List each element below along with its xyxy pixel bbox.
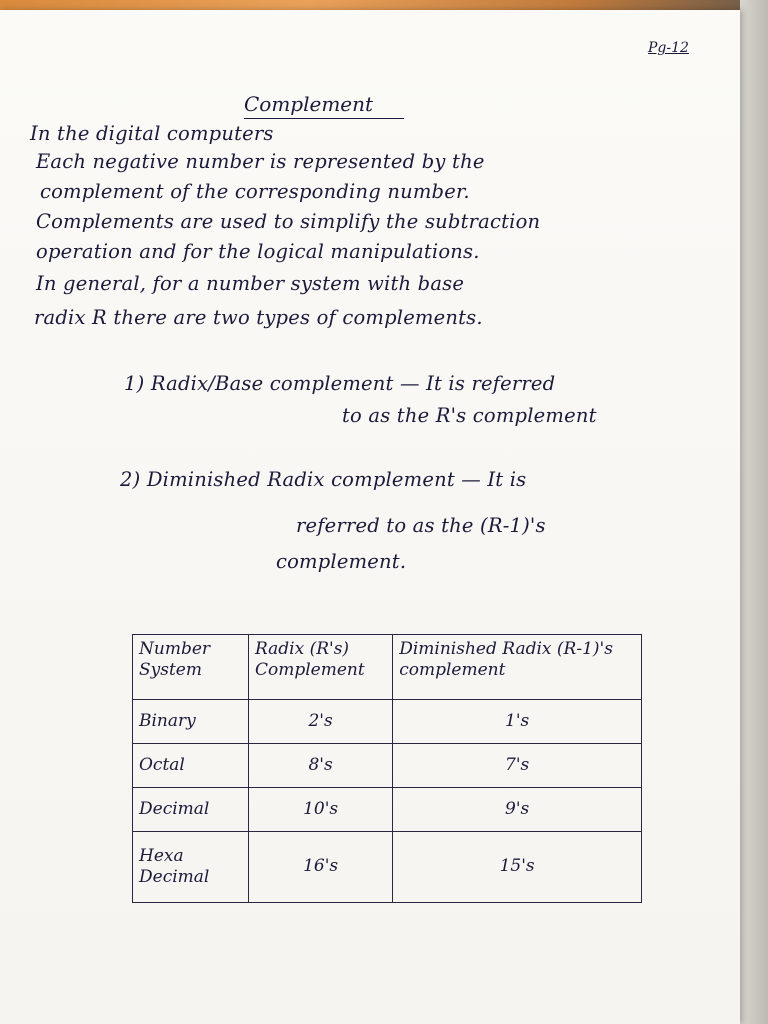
table-cell: 8's bbox=[248, 744, 392, 788]
table-row bbox=[133, 744, 642, 788]
table-cell: Hexa Decimal bbox=[133, 832, 249, 903]
table-cell: 15's bbox=[393, 832, 642, 903]
list-item-radix: 1) Radix/Base complement — It is referred bbox=[124, 372, 556, 395]
table-cell: 10's bbox=[248, 788, 392, 832]
table-row bbox=[133, 832, 642, 903]
table-cell: 2's bbox=[248, 700, 392, 744]
list-item-diminished-radix: 2) Diminished Radix complement — It is bbox=[120, 468, 527, 491]
text-line: In the digital computers bbox=[30, 122, 274, 145]
page-title: Complement bbox=[244, 92, 374, 116]
table-header-row bbox=[133, 635, 642, 700]
column-header: Radix (R's) Complement bbox=[248, 635, 392, 700]
table-cell: 7's bbox=[393, 744, 642, 788]
text-line: In general, for a number system with base bbox=[36, 272, 465, 295]
text-line: complement of the corresponding number. bbox=[40, 180, 470, 203]
text-line: radix R there are two types of complements. bbox=[34, 306, 483, 329]
text-line: Each negative number is represented by the bbox=[36, 150, 485, 173]
text-line: Complements are used to simplify the subtraction bbox=[36, 210, 541, 233]
text-line: operation and for the logical manipulations. bbox=[36, 240, 480, 263]
table-cell: 9's bbox=[393, 788, 642, 832]
table-row bbox=[133, 700, 642, 744]
list-item-diminished-continued: referred to as the (R-1)'s bbox=[296, 514, 546, 537]
table-cell: 16's bbox=[248, 832, 392, 903]
complement-table bbox=[132, 634, 642, 903]
table-cell: Decimal bbox=[133, 788, 249, 832]
notebook-edge bbox=[740, 0, 768, 1024]
table-cell: Octal bbox=[133, 744, 249, 788]
notebook-page bbox=[0, 10, 740, 1024]
page-number: Pg-12 bbox=[648, 40, 689, 56]
title-underline bbox=[244, 118, 404, 119]
table-cell: 1's bbox=[393, 700, 642, 744]
table-cell: Binary bbox=[133, 700, 249, 744]
list-item-radix-continued: to as the R's complement bbox=[342, 404, 597, 427]
column-header: Diminished Radix (R-1)'s complement bbox=[393, 635, 642, 700]
list-item-diminished-continued: complement. bbox=[276, 550, 407, 573]
table-row bbox=[133, 788, 642, 832]
column-header: Number System bbox=[133, 635, 249, 700]
